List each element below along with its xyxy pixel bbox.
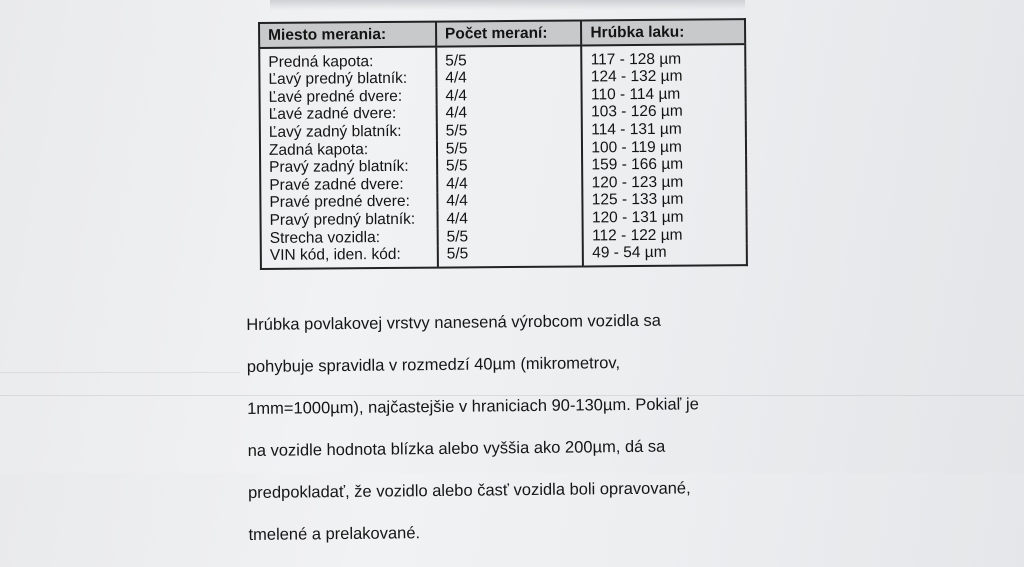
- cell-count: 5/5: [437, 157, 583, 176]
- cell-count: 4/4: [437, 104, 583, 123]
- cut-off-top-text: [270, 0, 745, 10]
- header-thickness: Hrúbka laku:: [581, 19, 745, 45]
- cell-location: Strecha vozidla:: [261, 228, 438, 247]
- cell-count: 4/4: [437, 209, 583, 228]
- note-line: tmelené a prelakované.: [248, 524, 421, 544]
- cell-thickness: 120 - 131 µm: [591, 208, 684, 227]
- cell-thickness: 159 - 166 µm: [591, 155, 684, 174]
- cell-count: 5/5: [437, 227, 583, 246]
- header-count: Počet meraní:: [436, 20, 582, 46]
- table-body: [259, 44, 747, 269]
- cell-location: VIN kód, iden. kód:: [261, 246, 438, 269]
- cell-thickness: 117 - 128 µm: [590, 50, 682, 68]
- cell-count: 5/5: [438, 245, 584, 268]
- table-row: [261, 243, 747, 268]
- cell-thickness: 100 - 119 µm: [591, 138, 682, 156]
- paper-fold: [0, 372, 240, 373]
- cell-count: 5/5: [437, 121, 583, 140]
- note-line: predpokladať, že vozidlo alebo časť vozidla boli opravované,: [247, 479, 691, 502]
- cell-thickness: 110 - 114 µm: [590, 85, 681, 104]
- cell-location: Pravý predný blatník:: [260, 211, 437, 230]
- measurement-table-container: [258, 18, 750, 270]
- note-line: pohybuje spravidla v rozmedzí 40µm (mikrometrov,: [246, 354, 621, 376]
- cell-location: Zadná kapota:: [260, 140, 437, 159]
- note-line: 1mm=1000µm), najčastejšie v hraniciach 90-130µm. Pokiaľ je: [247, 395, 699, 418]
- cell-count: 4/4: [437, 192, 583, 211]
- cell-location: Pravé zadné dvere:: [260, 175, 437, 194]
- cell-thickness: 112 - 122 µm: [591, 226, 683, 244]
- cell-thickness: 114 - 131 µm: [591, 120, 682, 139]
- header-location: Miesto merania:: [259, 22, 436, 48]
- cell-thickness: 49 - 54 µm: [592, 243, 667, 262]
- paint-thickness-table: [258, 18, 748, 270]
- note-line: na vozidle hodnota blízka alebo vyššia ako 200µm, dá sa: [247, 437, 666, 460]
- cell-location: Ľavé predné dvere:: [260, 87, 437, 106]
- cell-count: 4/4: [437, 174, 583, 193]
- table-header-row: [259, 19, 745, 47]
- explanatory-note: [246, 288, 779, 567]
- cell-thickness: 124 - 132 µm: [590, 67, 683, 86]
- cell-location: Predná kapota:: [259, 46, 436, 71]
- cell-count: 5/5: [436, 45, 582, 70]
- cell-location: Pravé predné dvere:: [260, 193, 437, 212]
- cell-location: Ľavé zadné dvere:: [260, 105, 437, 124]
- cell-count: 5/5: [437, 139, 583, 158]
- cell-location: Ľavý zadný blatník:: [260, 123, 437, 142]
- cell-thickness: 120 - 123 µm: [591, 173, 684, 192]
- cell-thickness: 103 - 126 µm: [591, 103, 683, 121]
- cell-location: Ľavý predný blatník:: [259, 70, 436, 89]
- cell-thickness: 125 - 133 µm: [591, 191, 684, 209]
- cell-count: 4/4: [436, 69, 582, 88]
- note-line: Hrúbka povlakovej vrstvy nanesená výrobcom vozidla sa: [246, 311, 661, 334]
- cell-location: Pravý zadný blatník:: [260, 158, 437, 177]
- cell-count: 4/4: [436, 86, 582, 105]
